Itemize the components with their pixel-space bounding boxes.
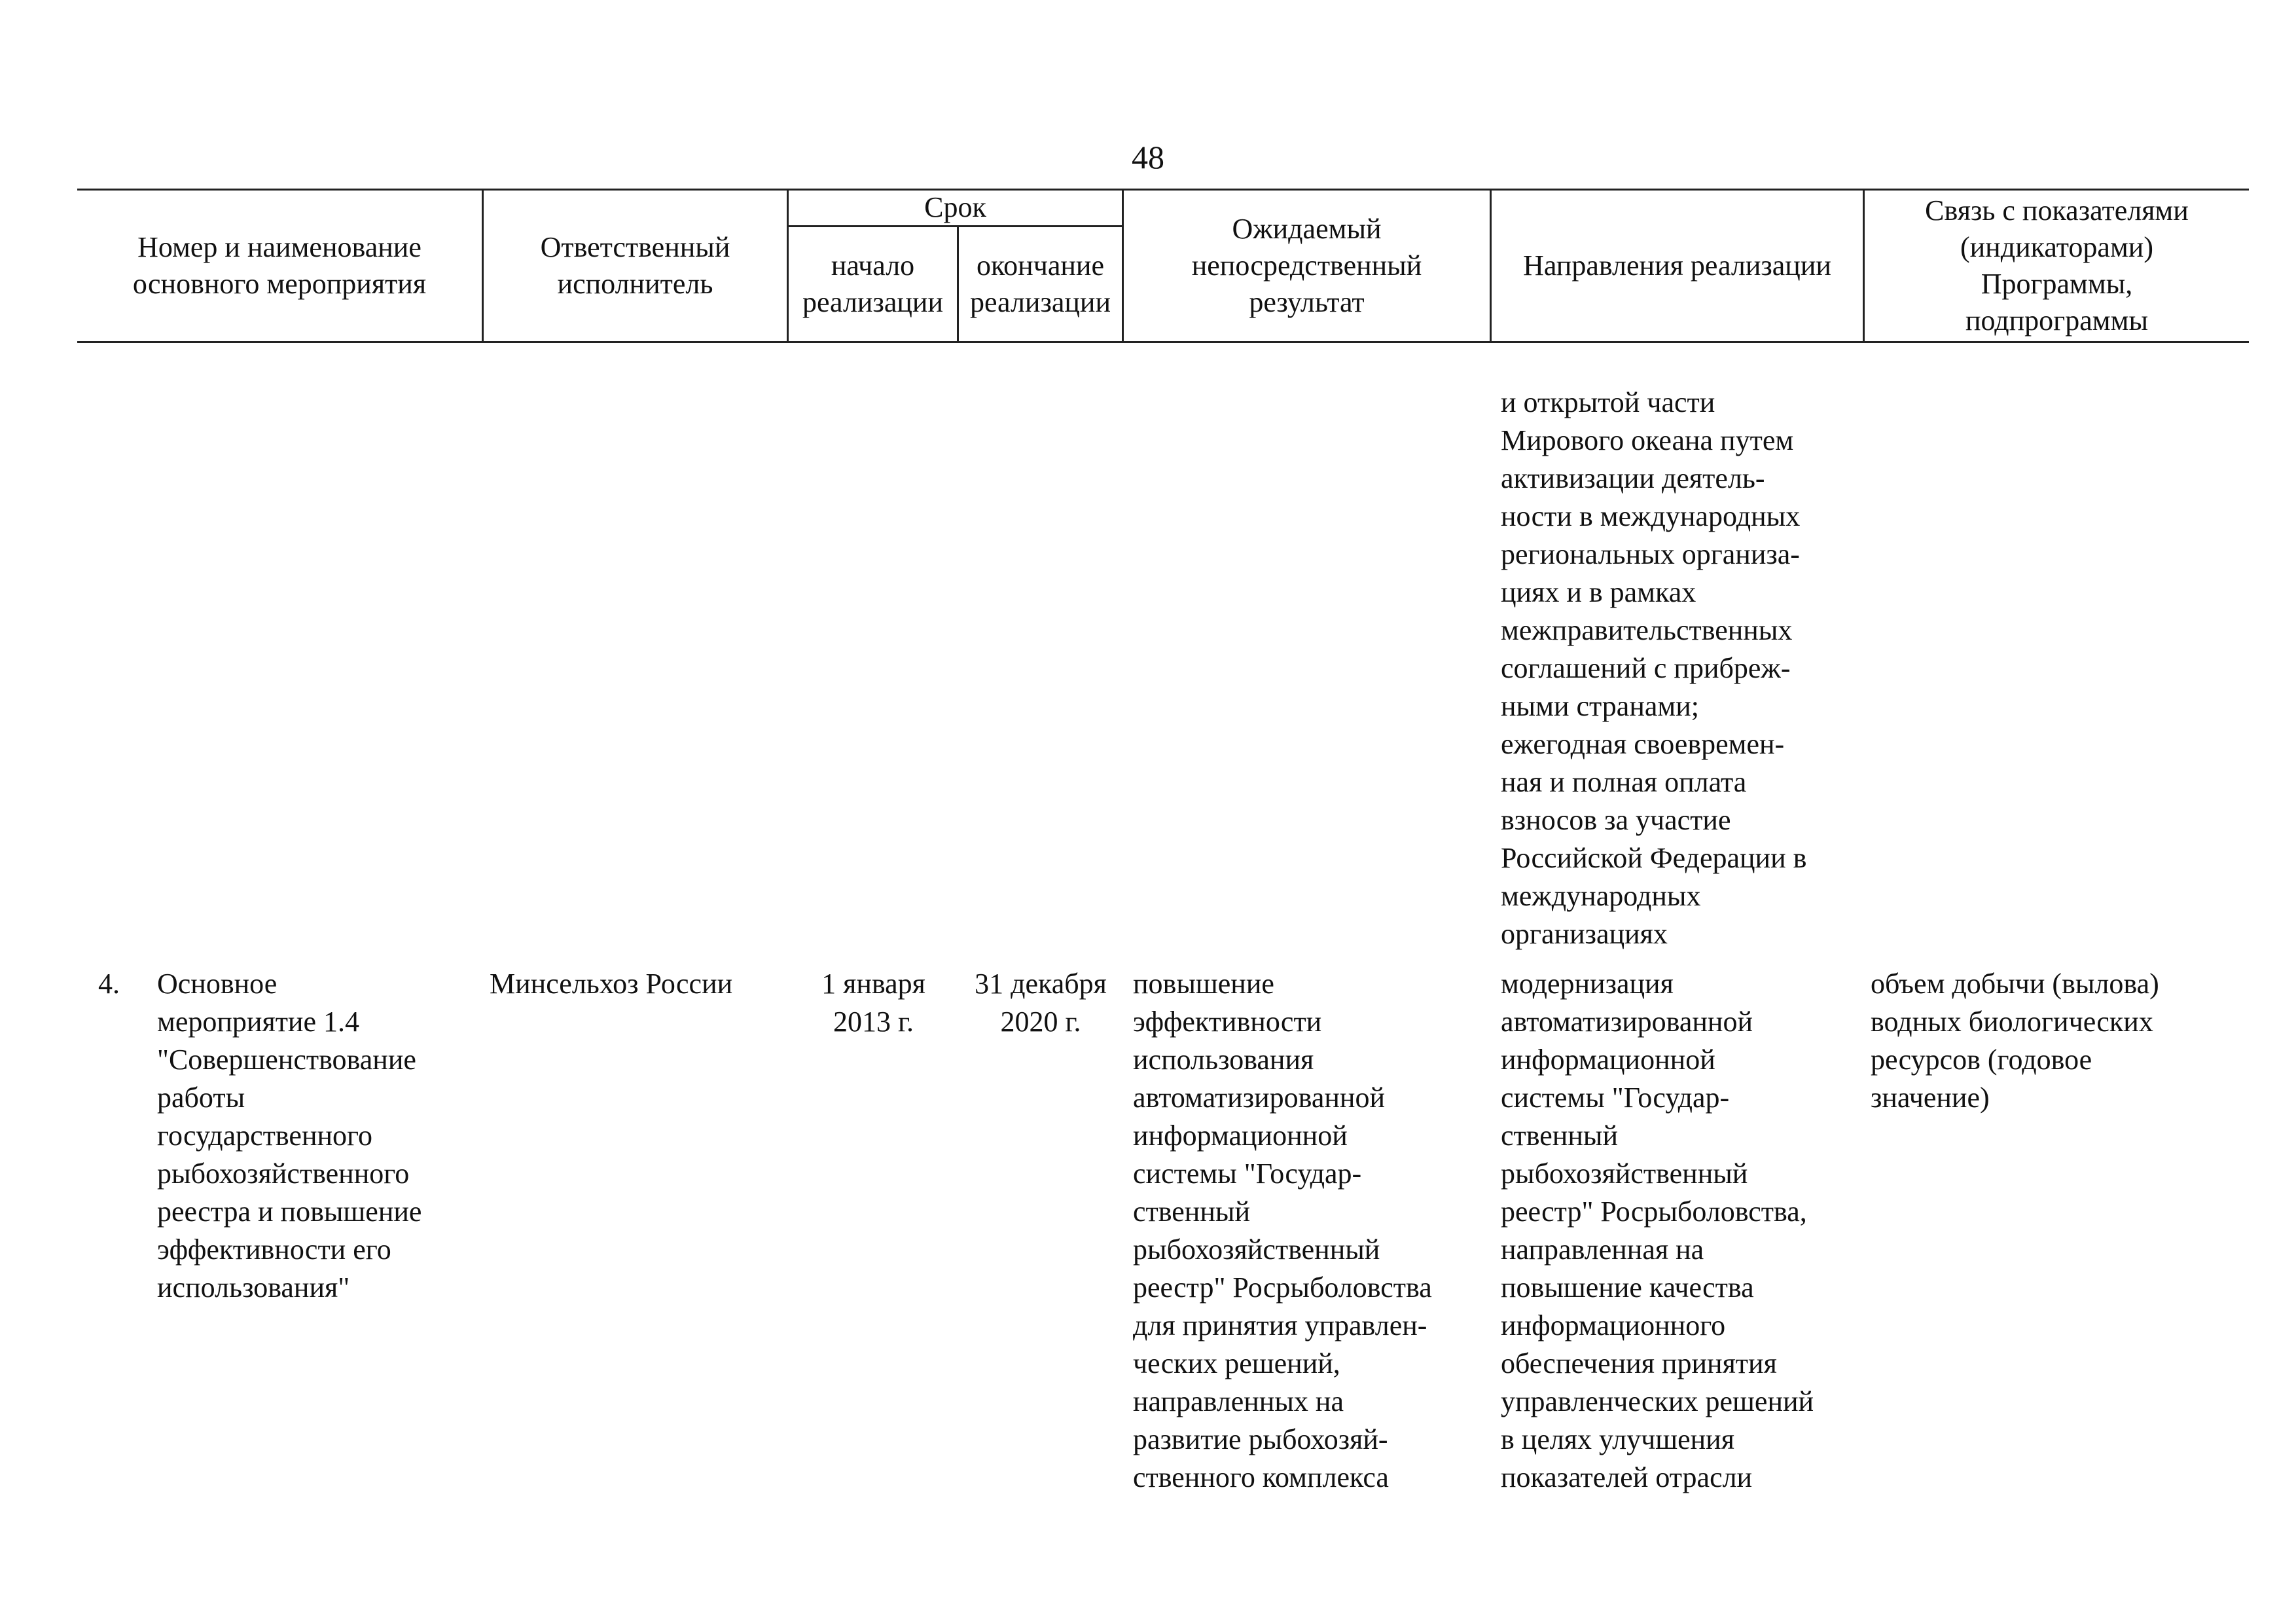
row-end-date: 31 декабря 2020 г. [975, 968, 1107, 1038]
header-directions: Направления реализации [1523, 249, 1831, 282]
row-number: 4. [98, 968, 120, 1000]
header-indicators: Связь с показателями (индикаторами) Программы, подпрограммы [1925, 194, 2189, 337]
header-number-name: Номер и наименование основного мероприятия [132, 231, 427, 300]
row-executor: Минсельхоз России [490, 968, 733, 1000]
row-indicators: объем добычи (вылова) водных биологических ресурсов (годовое значение) [1871, 968, 2159, 1114]
row-start-date: 1 января 2013 г. [821, 968, 925, 1038]
header-start: начало реализации [802, 249, 944, 318]
header-executor: Ответственный исполнитель [540, 231, 730, 300]
directions-continuation: и открытой части Мирового океана путем активизации деятель- ности в международных региональных организа- циях и в рамках межправительственных соглашений с прибреж- ными странами; ежегодная своевремен- ная и полная оплата взносов за участие Российской Федерации в международных организациях [1501, 386, 1807, 950]
row-expected-result: повышение эффективности использования автоматизированной информационной системы "Государ- ственный рыбохозяйственный реестр" Росрыболовства для принятия управлен- ческих решений, направленных на развитие рыбохозяй- ственного комплекса [1133, 968, 1432, 1493]
row-directions: модернизация автоматизированной информационной системы "Государ- ственный рыбохозяйственный реестр" Росрыболовства, направленная на повышение качества информационного обеспечения принятия управленческих решений в целях улучшения показателей отрасли [1501, 968, 1814, 1493]
page-number: 48 [1132, 139, 1164, 175]
header-expected-result: Ожидаемый непосредственный результат [1191, 213, 1422, 318]
row-measure-name: Основное мероприятие 1.4 "Совершенствование работы государственного рыбохозяйственного реестра и повышение эффективности его использования" [157, 968, 422, 1304]
header-end: окончание реализации [969, 249, 1111, 318]
header-srok: Срок [924, 191, 986, 223]
